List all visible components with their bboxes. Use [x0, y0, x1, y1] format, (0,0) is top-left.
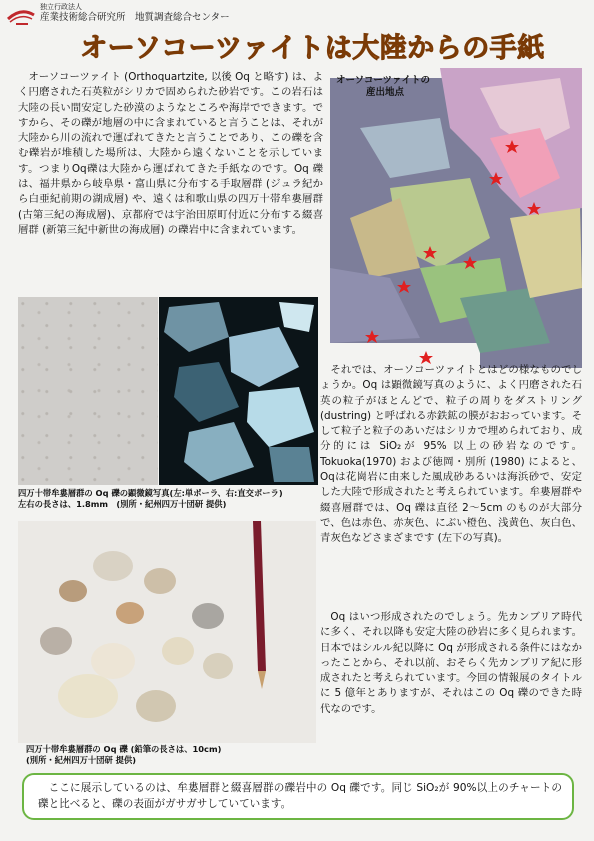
pebbles-photo [18, 521, 316, 743]
geologic-map [330, 68, 582, 368]
org-line-1: 独立行政法人 [40, 3, 82, 11]
microscope-caption-line-1: 四万十帯牟婁層群の Oq 礫の顕微鏡写真(左:単ポーラ、右:直交ポーラ) [18, 488, 283, 498]
page-title: オーソコーツァイトは大陸からの手紙 [80, 33, 545, 64]
body-paragraph-1: それでは、オーソコーツァイトとはどの様なものでしょうか。Oq は顕微鏡写真のように、よく円磨された石英の粒子がほとんどで、粒子の周りをダストリング (dustring) と呼ばれる赤鉄鉱の膜がおおっています。そして粒子と粒子のあいだはシリカで埋められており、成分的には SiO₂が 95% 以上の砂岩なのです。Tokuoka(1970) および徳岡・別所 (1980) によると、Oqは花崗岩に由来した風成砂あるいは海浜砂で、安定した大陸で形成されたと考えられています。牟婁層群や綴喜層群では、Oq 礫は直径 2〜5cm のものが大部分で、色は赤色、赤灰色、にぶい橙色、浅黄色、灰白色、青灰色などさまざまです (左下の写真)。 [320, 364, 582, 545]
exhibit-note-box [22, 773, 574, 820]
microscope-caption-line-2: 左右の長さは、1.8mm (別所・紀州四万十団研 提供) [18, 499, 227, 509]
cross-polarized-image [159, 297, 318, 485]
map-title-line-1: オーソコーツァイトの [336, 75, 430, 86]
pebbles-caption-line-1: 四万十帯牟婁層群の Oq 礫 (鉛筆の長さは、10cm) [26, 744, 222, 754]
microscope-caption [18, 488, 328, 510]
aist-logo [6, 5, 36, 27]
microscope-photo [18, 297, 318, 485]
map-title-line-2: 産出地点 [366, 87, 405, 98]
org-line-2: 産業技術総合研究所 地質調査総合センター [40, 12, 230, 23]
map-title [336, 75, 430, 99]
exhibit-note: ここに展示しているのは、牟婁層群と綴喜層群の礫岩中の Oq 礫です。同じ SiO₂が 90%以上のチャートの礫と比べると、礫の表面がガサガサしていています。 [38, 782, 562, 810]
pebbles-caption-line-2: (別所・紀州四万十団研 提供) [26, 755, 137, 765]
intro-paragraph: オーソコーツァイト (Orthoquartzite, 以後 Oq と略す) は、よく円磨された石英粒がシリカで固められた砂岩です。この岩石は大陸の長い間安定した砂漠のようなところや海岸でできます。ですから、その礫が地層の中に含まれていると言うことは、それが大陸から川の流れで運ばれてきたと言うことであり、この礫を含む礫岩が堆積した場所は、大陸から遠くないことを示しています。つまりOq礫は大陸から運ばれてきた手紙なのです。Oq 礫は、福井県から岐阜県・富山県に分布する手取層群 (ジュラ紀から白亜紀前期の湖成層) や、遠くは和歌山県の四万十帯牟婁層群 (古第三紀の海成層)、京都府では宇治田原町付近に分布する綴喜層群 (新第三紀中新世の海成層) の礫岩中に含まれています。 [18, 71, 323, 236]
body-paragraph-2: Oq はいつ形成されたのでしょう。先カンブリア時代に多く、それ以降も安定大陸の砂岩に多く見られます。日本ではシルル紀以降に Oq が形成される条件にはなかったことから、それ以前、おそらく先カンブリア紀に形成されたと考えられています。今回の情報展のタイトルに 5 億年とありますが、それはこの Oq 礫のできた時代なのです。 [320, 611, 582, 715]
plane-polarized-image [18, 297, 158, 485]
pebbles-caption [26, 744, 326, 766]
